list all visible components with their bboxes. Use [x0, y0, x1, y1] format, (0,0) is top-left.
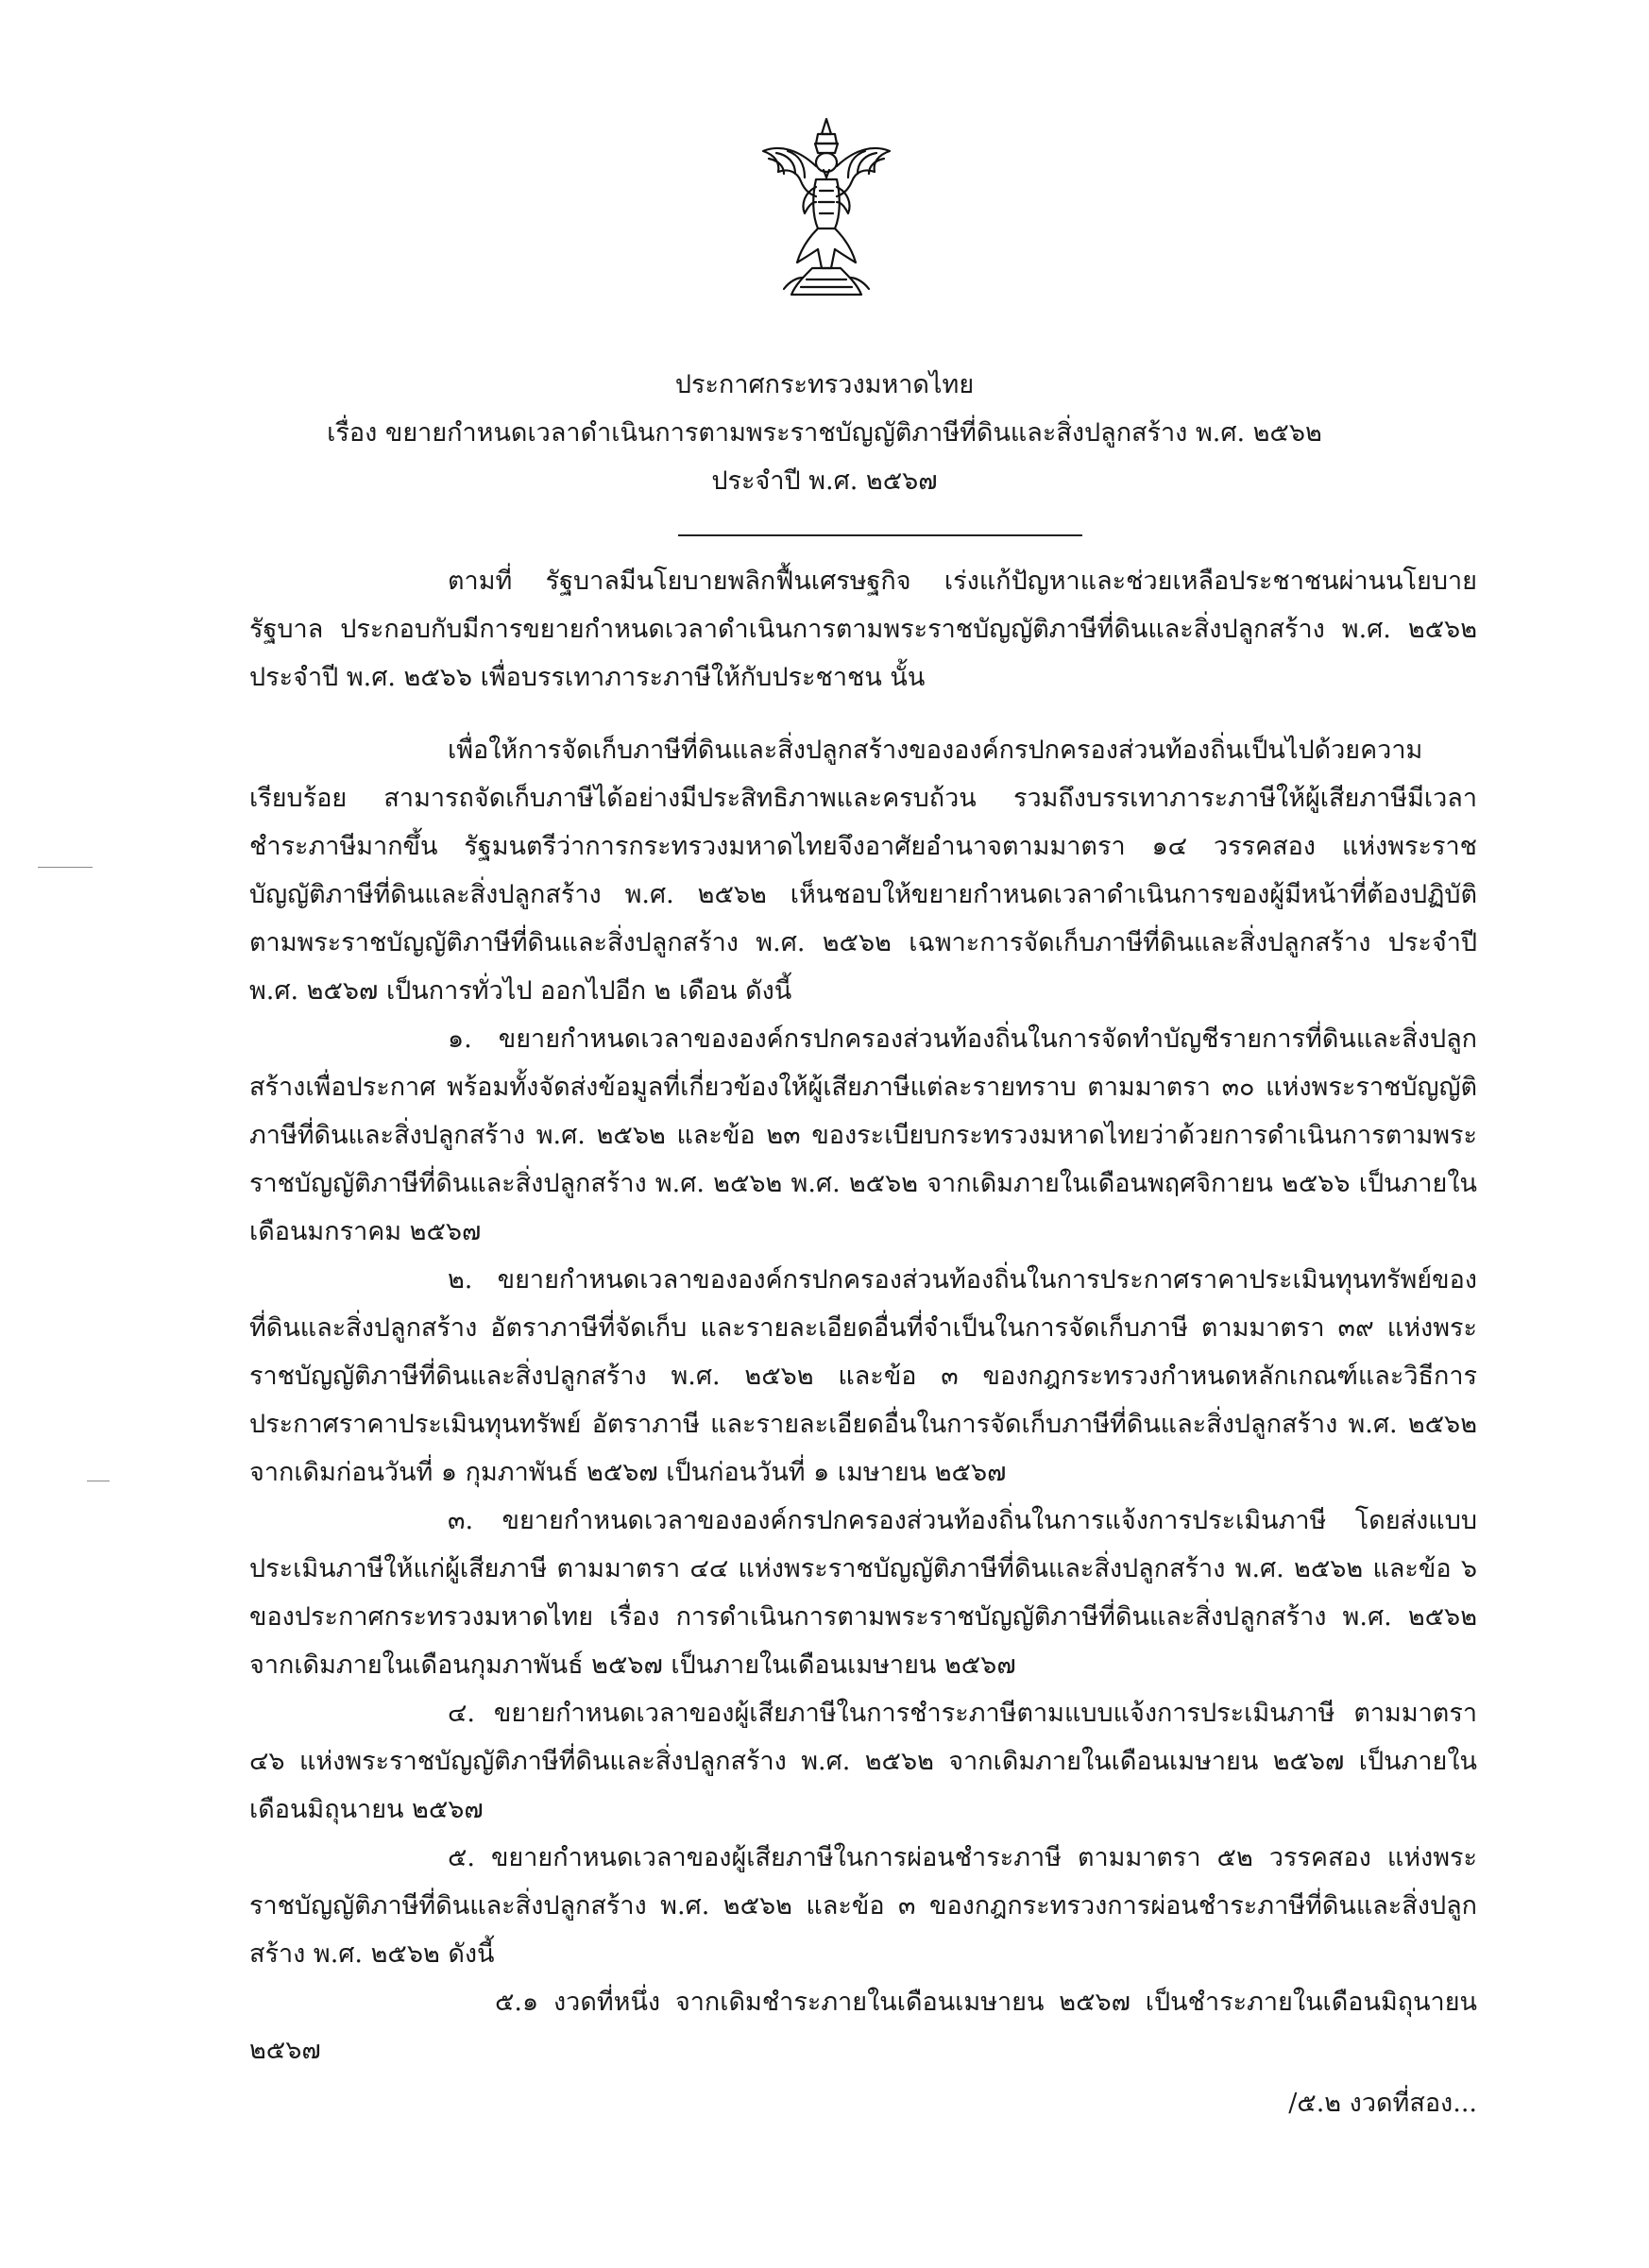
continued-marker: /๕.๒ งวดที่สอง...: [1288, 2089, 1477, 2118]
announcement-agency: ประกาศกระทรวงมหาดไทย: [674, 370, 975, 399]
item-5-1-paragraph: ๕.๑ งวดที่หนึ่ง จากเดิมชำระภายในเดือนเมษายน ๒๕๖๗ เป็นชำระภายในเดือนมิถุนายน ๒๕๖๗: [249, 1988, 1477, 2065]
left-margin-mark: [38, 867, 93, 869]
item-5-paragraph: ๕. ขยายกำหนดเวลาของผู้เสียภาษีในการผ่อนชำระภาษี ตามมาตรา ๕๒ วรรคสอง แห่งพระราชบัญญัติภาษีที่ดินและสิ่งปลูกสร้าง พ.ศ. ๒๕๖๒ และข้อ ๓ ของกฎกระทรวงการผ่อนชำระภาษีที่ดินและสิ่งปลูกสร้าง พ.ศ. ๒๕๖๒ ดังนี้: [249, 1843, 1477, 1969]
announcement-body: [249, 557, 1477, 2074]
item-2-paragraph: ๒. ขยายกำหนดเวลาขององค์กรปกครองส่วนท้องถิ่นในการประกาศราคาประเมินทุนทรัพย์ของที่ดินและสิ่งปลูกสร้าง อัตราภาษีที่จัดเก็บ และรายละเอียดอื่นที่จำเป็นในการจัดเก็บภาษี ตามมาตรา ๓๙ แห่งพระราชบัญญัติภาษีที่ดินและสิ่งปลูกสร้าง พ.ศ. ๒๕๖๒ และข้อ ๓ ของกฎกระทรวงกำหนดหลักเกณฑ์และวิธีการประกาศราคาประเมินทุนทรัพย์ อัตราภาษี และรายละเอียดอื่นในการจัดเก็บภาษีที่ดินและสิ่งปลูกสร้าง พ.ศ. ๒๕๖๒ จากเดิมก่อนวันที่ ๑ กุมภาพันธ์ ๒๕๖๗ เป็นก่อนวันที่ ๑ เมษายน ๒๕๖๗: [249, 1265, 1477, 1487]
title-divider: [678, 534, 1082, 536]
announcement-year: ประจำปี พ.ศ. ๒๕๖๗: [711, 466, 938, 496]
item-1-paragraph: ๑. ขยายกำหนดเวลาขององค์กรปกครองส่วนท้องถิ่นในการจัดทำบัญชีรายการที่ดินและสิ่งปลูกสร้างเพื่อประกาศ พร้อมทั้งจัดส่งข้อมูลที่เกี่ยวข้องให้ผู้เสียภาษีแต่ละรายทราบ ตามมาตรา ๓๐ แห่งพระราชบัญญัติภาษีที่ดินและสิ่งปลูกสร้าง พ.ศ. ๒๕๖๒ และข้อ ๒๓ ของระเบียบกระทรวงมหาดไทยว่าด้วยการดำเนินการตามพระราชบัญญัติภาษีที่ดินและสิ่งปลูกสร้าง พ.ศ. ๒๕๖๒ พ.ศ. ๒๕๖๒ จากเดิมภายในเดือนพฤศจิกายน ๒๕๖๖ เป็นภายในเดือนมกราคม ๒๕๖๗: [249, 1024, 1477, 1246]
item-4-paragraph: ๔. ขยายกำหนดเวลาของผู้เสียภาษีในการชำระภาษีตามแบบแจ้งการประเมินภาษี ตามมาตรา ๔๖ แห่งพระราชบัญญัติภาษีที่ดินและสิ่งปลูกสร้าง พ.ศ. ๒๕๖๒ จากเดิมภายในเดือนเมษายน ๒๕๖๗ เป็นภายในเดือนมิถุนายน ๒๕๖๗: [249, 1699, 1477, 1824]
purpose-paragraph: เพื่อให้การจัดเก็บภาษีที่ดินและสิ่งปลูกสร้างขององค์กรปกครองส่วนท้องถิ่นเป็นไปด้วยความเรียบร้อย สามารถจัดเก็บภาษีได้อย่างมีประสิทธิภาพและครบถ้วน รวมถึงบรรเทาภาระภาษีให้ผู้เสียภาษีมีเวลาชำระภาษีมากขึ้น รัฐมนตรีว่าการกระทรวงมหาดไทยจึงอาศัยอำนาจตามมาตรา ๑๔ วรรคสอง แห่งพระราชบัญญัติภาษีที่ดินและสิ่งปลูกสร้าง พ.ศ. ๒๕๖๒ เห็นชอบให้ขยายกำหนดเวลาดำเนินการของผู้มีหน้าที่ต้องปฏิบัติตามพระราชบัญญัติภาษีที่ดินและสิ่งปลูกสร้าง พ.ศ. ๒๕๖๒ เฉพาะการจัดเก็บภาษีที่ดินและสิ่งปลูกสร้าง ประจำปี พ.ศ. ๒๕๖๗ เป็นการทั่วไป ออกไปอีก ๒ เดือน ดังนี้: [249, 736, 1477, 1006]
announcement-subject: เรื่อง ขยายกำหนดเวลาดำเนินการตามพระราชบัญญัติภาษีที่ดินและสิ่งปลูกสร้าง พ.ศ. ๒๕๖๒: [327, 418, 1322, 448]
left-margin-mark: [87, 1481, 110, 1482]
garuda-emblem-icon: [756, 111, 897, 300]
announcement-title-block: [0, 361, 1649, 505]
preamble-paragraph: ตามที่ รัฐบาลมีนโยบายพลิกฟื้นเศรษฐกิจ เร่งแก้ปัญหาและช่วยเหลือประชาชนผ่านนโยบายรัฐบาล ประกอบกับมีการขยายกำหนดเวลาดำเนินการตามพระราชบัญญัติภาษีที่ดินและสิ่งปลูกสร้าง พ.ศ. ๒๕๖๒ ประจำปี พ.ศ. ๒๕๖๖ เพื่อบรรเทาภาระภาษีให้กับประชาชน นั้น: [249, 567, 1477, 692]
item-3-paragraph: ๓. ขยายกำหนดเวลาขององค์กรปกครองส่วนท้องถิ่นในการแจ้งการประเมินภาษี โดยส่งแบบประเมินภาษีให้แก่ผู้เสียภาษี ตามมาตรา ๔๔ แห่งพระราชบัญญัติภาษีที่ดินและสิ่งปลูกสร้าง พ.ศ. ๒๕๖๒ และข้อ ๖ ของประกาศกระทรวงมหาดไทย เรื่อง การดำเนินการตามพระราชบัญญัติภาษีที่ดินและสิ่งปลูกสร้าง พ.ศ. ๒๕๖๒ จากเดิมภายในเดือนกุมภาพันธ์ ๒๕๖๗ เป็นภายในเดือนเมษายน ๒๕๖๗: [249, 1506, 1477, 1680]
